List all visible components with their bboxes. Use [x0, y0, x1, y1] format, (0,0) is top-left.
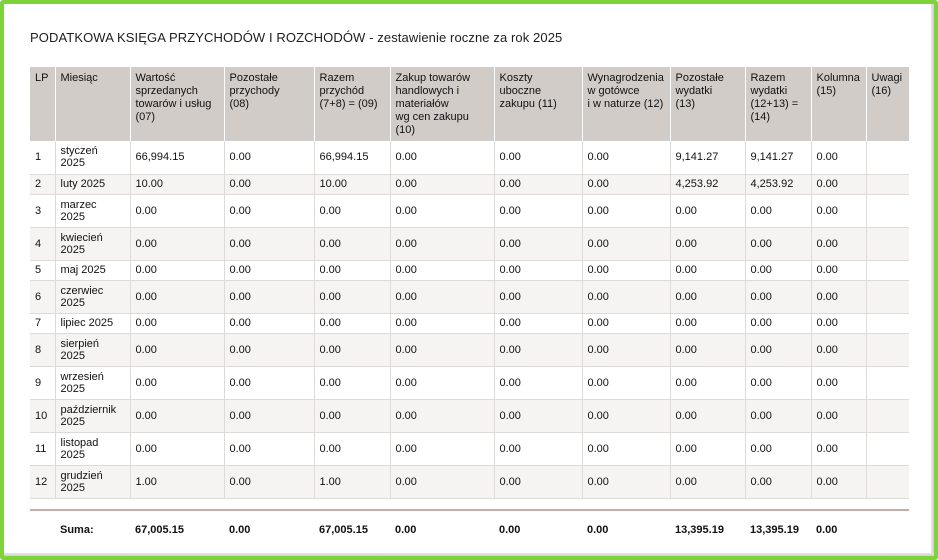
cell-c12: 0.00: [582, 227, 670, 260]
cell-c14: 9,141.27: [745, 141, 811, 174]
cell-c09: 0.00: [314, 366, 390, 399]
cell-c14: 0.00: [745, 194, 811, 227]
sum-cell-c08: 0.00: [224, 510, 314, 548]
column-header-total-income-09: [314, 67, 390, 141]
cell-c16: [866, 465, 909, 498]
cell-lp: 1: [30, 141, 55, 174]
column-header-salaries-12: [582, 67, 670, 141]
cell-c16: [866, 227, 909, 260]
cell-c13: 0.00: [670, 333, 745, 366]
column-header-line: przychód: [319, 85, 365, 97]
cell-c10: 0.00: [390, 399, 494, 432]
column-header-line: Pozostałe: [229, 72, 278, 84]
table-row: [30, 399, 909, 432]
cell-c16: [866, 260, 909, 280]
month-label-line: 2025: [60, 382, 85, 395]
spacer-cell: [130, 498, 224, 510]
table-row: [30, 227, 909, 260]
column-header-line: uboczne: [499, 85, 542, 97]
table-row: [30, 366, 909, 399]
cell-c13: 0.00: [670, 194, 745, 227]
month-label-line: 2025: [60, 349, 85, 362]
cell-c09: 0.00: [314, 313, 390, 333]
month-label-line: 2025: [60, 415, 85, 428]
cell-c08: 0.00: [224, 280, 314, 313]
column-header-line: Miesiąc: [60, 72, 98, 84]
cell-lp: 2: [30, 174, 55, 194]
cell-c09: 0.00: [314, 260, 390, 280]
cell-c15: 0.00: [811, 194, 866, 227]
cell-c14: 0.00: [745, 227, 811, 260]
cell-c09: 0.00: [314, 432, 390, 465]
cell-c13: 4,253.92: [670, 174, 745, 194]
cell-c12: 0.00: [582, 260, 670, 280]
cell-c11: 0.00: [494, 194, 582, 227]
cell-c15: 0.00: [811, 174, 866, 194]
column-header-line: (14): [750, 111, 771, 123]
sum-cell-c10: 0.00: [390, 510, 494, 548]
cell-c13: 0.00: [670, 260, 745, 280]
month-label-line: lipiec 2025: [60, 317, 114, 329]
sum-cell-c12: 0.00: [582, 510, 670, 548]
cell-lp: 9: [30, 366, 55, 399]
cell-c15: 0.00: [811, 399, 866, 432]
cell-c13: 0.00: [670, 313, 745, 333]
cell-lp: 3: [30, 194, 55, 227]
cell-c07: 0.00: [130, 399, 224, 432]
cell-c09: 0.00: [314, 333, 390, 366]
cell-c11: 0.00: [494, 313, 582, 333]
month-label-line: maj 2025: [60, 264, 106, 276]
cell-month: [55, 399, 130, 432]
cell-c11: 0.00: [494, 280, 582, 313]
cell-c09: 0.00: [314, 227, 390, 260]
cell-c07: 0.00: [130, 260, 224, 280]
sum-cell-empty: [30, 510, 55, 548]
cell-c14: 4,253.92: [745, 174, 811, 194]
cell-lp: 4: [30, 227, 55, 260]
cell-c07: 0.00: [130, 313, 224, 333]
cell-c14: 0.00: [745, 465, 811, 498]
month-label-line: sierpień: [60, 337, 100, 350]
column-header-line: towarów i usług: [135, 98, 212, 110]
frame-shadow-bottom: [4, 553, 934, 556]
table-row: [30, 333, 909, 366]
column-header-line: (13): [675, 98, 696, 110]
sum-cell-c13: 13,395.19: [670, 510, 745, 548]
cell-c09: 1.00: [314, 465, 390, 498]
column-header-line: (07): [135, 111, 156, 123]
annual-summary-table: [30, 67, 909, 548]
cell-c15: 0.00: [811, 141, 866, 174]
cell-c14: 0.00: [745, 260, 811, 280]
table-row: [30, 194, 909, 227]
month-label-line: luty 2025: [60, 178, 106, 190]
cell-c07: 0.00: [130, 194, 224, 227]
cell-c15: 0.00: [811, 465, 866, 498]
cell-c08: 0.00: [224, 194, 314, 227]
cell-c07: 0.00: [130, 366, 224, 399]
cell-c13: 0.00: [670, 280, 745, 313]
column-header-line: Wynagrodzenia: [587, 72, 664, 84]
cell-c14: 0.00: [745, 313, 811, 333]
month-label-line: listopad: [60, 436, 99, 449]
column-header-line: (16): [871, 85, 892, 97]
cell-c07: 66,994.15: [130, 141, 224, 174]
column-header-total-expenses-14: [745, 67, 811, 141]
sum-cell-c16: [866, 510, 909, 548]
month-label-line: wrzesień: [60, 370, 104, 383]
spacer-cell: [745, 498, 811, 510]
cell-c09: 10.00: [314, 174, 390, 194]
cell-c10: 0.00: [390, 227, 494, 260]
cell-c15: 0.00: [811, 280, 866, 313]
table-row: [30, 260, 909, 280]
cell-c11: 0.00: [494, 366, 582, 399]
report-title: PODATKOWA KSIĘGA PRZYCHODÓW I ROZCHODÓW - zestawienie roczne za rok 2025: [30, 30, 563, 45]
cell-c11: 0.00: [494, 333, 582, 366]
cell-lp: 7: [30, 313, 55, 333]
column-header-line: i w naturze (12): [587, 98, 664, 110]
spacer-cell: [30, 498, 55, 510]
column-header-line: przychody: [229, 85, 280, 97]
column-header-line: wg cen zakupu: [395, 111, 469, 123]
sum-cell-c15: 0.00: [811, 510, 866, 548]
cell-c11: 0.00: [494, 174, 582, 194]
cell-c11: 0.00: [494, 141, 582, 174]
cell-c09: 0.00: [314, 399, 390, 432]
spacer-cell: [224, 498, 314, 510]
column-header-line: wydatki: [750, 85, 788, 97]
cell-c08: 0.00: [224, 174, 314, 194]
cell-c08: 0.00: [224, 141, 314, 174]
column-header-line: sprzedanych: [135, 85, 198, 97]
table-body: [30, 141, 909, 548]
sum-cell-c14: 13,395.19: [745, 510, 811, 548]
table-header-row: [30, 67, 909, 141]
cell-c16: [866, 280, 909, 313]
cell-c12: 0.00: [582, 399, 670, 432]
column-header-line: LP: [35, 72, 49, 84]
cell-c13: 0.00: [670, 399, 745, 432]
cell-c13: 0.00: [670, 227, 745, 260]
cell-c10: 0.00: [390, 141, 494, 174]
cell-month: [55, 465, 130, 498]
column-header-lp: [30, 67, 55, 141]
month-label-line: 2025: [60, 296, 85, 309]
cell-lp: 10: [30, 399, 55, 432]
cell-c12: 0.00: [582, 194, 670, 227]
spacer-cell: [670, 498, 745, 510]
sum-row: [30, 510, 909, 548]
cell-c14: 0.00: [745, 333, 811, 366]
month-label-line: styczeń: [60, 145, 98, 158]
cell-c11: 0.00: [494, 399, 582, 432]
cell-c11: 0.00: [494, 260, 582, 280]
cell-c10: 0.00: [390, 465, 494, 498]
cell-c16: [866, 432, 909, 465]
column-header-sales-07: [130, 67, 224, 141]
cell-c12: 0.00: [582, 174, 670, 194]
sum-label: Suma:: [55, 510, 130, 548]
column-header-side-costs-11: [494, 67, 582, 141]
cell-c13: 0.00: [670, 366, 745, 399]
cell-c16: [866, 366, 909, 399]
cell-c16: [866, 313, 909, 333]
cell-c12: 0.00: [582, 432, 670, 465]
spacer-cell: [55, 498, 130, 510]
table-row: [30, 465, 909, 498]
cell-c10: 0.00: [390, 174, 494, 194]
cell-c09: 0.00: [314, 194, 390, 227]
sum-cell-c09: 67,005.15: [314, 510, 390, 548]
month-label-line: 2025: [60, 210, 85, 223]
cell-c11: 0.00: [494, 227, 582, 260]
cell-c07: 0.00: [130, 432, 224, 465]
sum-cell-c07: 67,005.15: [130, 510, 224, 548]
cell-c15: 0.00: [811, 227, 866, 260]
cell-c08: 0.00: [224, 333, 314, 366]
cell-c15: 0.00: [811, 333, 866, 366]
month-label-line: kwiecień: [60, 231, 103, 244]
column-header-line: Razem: [750, 72, 786, 84]
column-header-line: Razem: [319, 72, 355, 84]
spacer-cell: [390, 498, 494, 510]
table-spacer-row: [30, 498, 909, 510]
cell-c10: 0.00: [390, 280, 494, 313]
cell-c10: 0.00: [390, 366, 494, 399]
cell-c11: 0.00: [494, 465, 582, 498]
cell-month: [55, 366, 130, 399]
cell-month: [55, 260, 130, 280]
cell-c08: 0.00: [224, 465, 314, 498]
cell-c14: 0.00: [745, 366, 811, 399]
cell-c14: 0.00: [745, 399, 811, 432]
cell-c10: 0.00: [390, 194, 494, 227]
cell-c15: 0.00: [811, 366, 866, 399]
cell-c16: [866, 194, 909, 227]
table-row: [30, 313, 909, 333]
cell-c11: 0.00: [494, 432, 582, 465]
month-label-line: 2025: [60, 157, 85, 170]
table-row: [30, 141, 909, 174]
cell-c08: 0.00: [224, 227, 314, 260]
table-row: [30, 174, 909, 194]
column-header-line: (10): [395, 124, 416, 136]
column-header-column-15: [811, 67, 866, 141]
column-header-line: w gotówce: [587, 85, 640, 97]
cell-month: [55, 141, 130, 174]
column-header-line: Pozostałe: [675, 72, 724, 84]
spacer-cell: [314, 498, 390, 510]
cell-month: [55, 432, 130, 465]
spacer-cell: [582, 498, 670, 510]
column-header-line: Zakup towarów: [395, 72, 471, 84]
month-label-line: 2025: [60, 481, 85, 494]
frame-shadow-right: [931, 4, 934, 556]
column-header-line: Uwagi: [871, 72, 903, 84]
cell-c08: 0.00: [224, 260, 314, 280]
cell-c07: 10.00: [130, 174, 224, 194]
cell-c07: 0.00: [130, 227, 224, 260]
cell-c07: 0.00: [130, 333, 224, 366]
spacer-cell: [811, 498, 866, 510]
column-header-line: Wartość: [135, 72, 176, 84]
cell-lp: 11: [30, 432, 55, 465]
cell-c14: 0.00: [745, 280, 811, 313]
column-header-notes-16: [866, 67, 909, 141]
cell-c16: [866, 333, 909, 366]
cell-c10: 0.00: [390, 260, 494, 280]
cell-lp: 6: [30, 280, 55, 313]
column-header-line: (7+8) = (09): [319, 98, 378, 110]
column-header-month: [55, 67, 130, 141]
cell-c09: 0.00: [314, 280, 390, 313]
cell-c10: 0.00: [390, 333, 494, 366]
cell-c08: 0.00: [224, 432, 314, 465]
cell-c07: 1.00: [130, 465, 224, 498]
column-header-line: wydatki: [675, 85, 713, 97]
cell-c12: 0.00: [582, 333, 670, 366]
cell-c12: 0.00: [582, 465, 670, 498]
cell-c13: 0.00: [670, 465, 745, 498]
month-label-line: grudzień: [60, 469, 103, 482]
cell-c15: 0.00: [811, 432, 866, 465]
cell-c12: 0.00: [582, 280, 670, 313]
month-label-line: czerwiec: [60, 284, 104, 297]
cell-month: [55, 313, 130, 333]
cell-c13: 9,141.27: [670, 141, 745, 174]
cell-c07: 0.00: [130, 280, 224, 313]
column-header-line: (12+13) =: [750, 98, 799, 110]
column-header-line: Kolumna: [816, 72, 860, 84]
cell-c08: 0.00: [224, 399, 314, 432]
table-row: [30, 432, 909, 465]
cell-c16: [866, 141, 909, 174]
column-header-line: (15): [816, 85, 837, 97]
month-label-line: marzec: [60, 198, 97, 211]
cell-c16: [866, 174, 909, 194]
cell-c12: 0.00: [582, 313, 670, 333]
spacer-cell: [494, 498, 582, 510]
cell-c10: 0.00: [390, 313, 494, 333]
month-label-line: 2025: [60, 243, 85, 256]
cell-c08: 0.00: [224, 313, 314, 333]
cell-c10: 0.00: [390, 432, 494, 465]
column-header-line: zakupu (11): [499, 98, 557, 110]
cell-lp: 12: [30, 465, 55, 498]
cell-c15: 0.00: [811, 260, 866, 280]
cell-c14: 0.00: [745, 432, 811, 465]
month-label-line: 2025: [60, 448, 85, 461]
column-header-line: (08): [229, 98, 250, 110]
cell-month: [55, 174, 130, 194]
cell-c12: 0.00: [582, 366, 670, 399]
cell-month: [55, 194, 130, 227]
cell-c16: [866, 399, 909, 432]
table-row: [30, 280, 909, 313]
spacer-cell: [866, 498, 909, 510]
cell-month: [55, 333, 130, 366]
cell-lp: 5: [30, 260, 55, 280]
cell-c12: 0.00: [582, 141, 670, 174]
cell-c13: 0.00: [670, 432, 745, 465]
sum-cell-c11: 0.00: [494, 510, 582, 548]
cell-c08: 0.00: [224, 366, 314, 399]
column-header-other-income-08: [224, 67, 314, 141]
month-label-line: październik: [60, 403, 117, 416]
cell-month: [55, 227, 130, 260]
column-header-purchases-10: [390, 67, 494, 141]
cell-month: [55, 280, 130, 313]
column-header-line: handlowych i: [395, 85, 460, 97]
cell-lp: 8: [30, 333, 55, 366]
column-header-other-expenses-13: [670, 67, 745, 141]
column-header-line: materiałów: [395, 98, 449, 110]
cell-c15: 0.00: [811, 313, 866, 333]
column-header-line: Koszty: [499, 72, 533, 84]
cell-c09: 66,994.15: [314, 141, 390, 174]
